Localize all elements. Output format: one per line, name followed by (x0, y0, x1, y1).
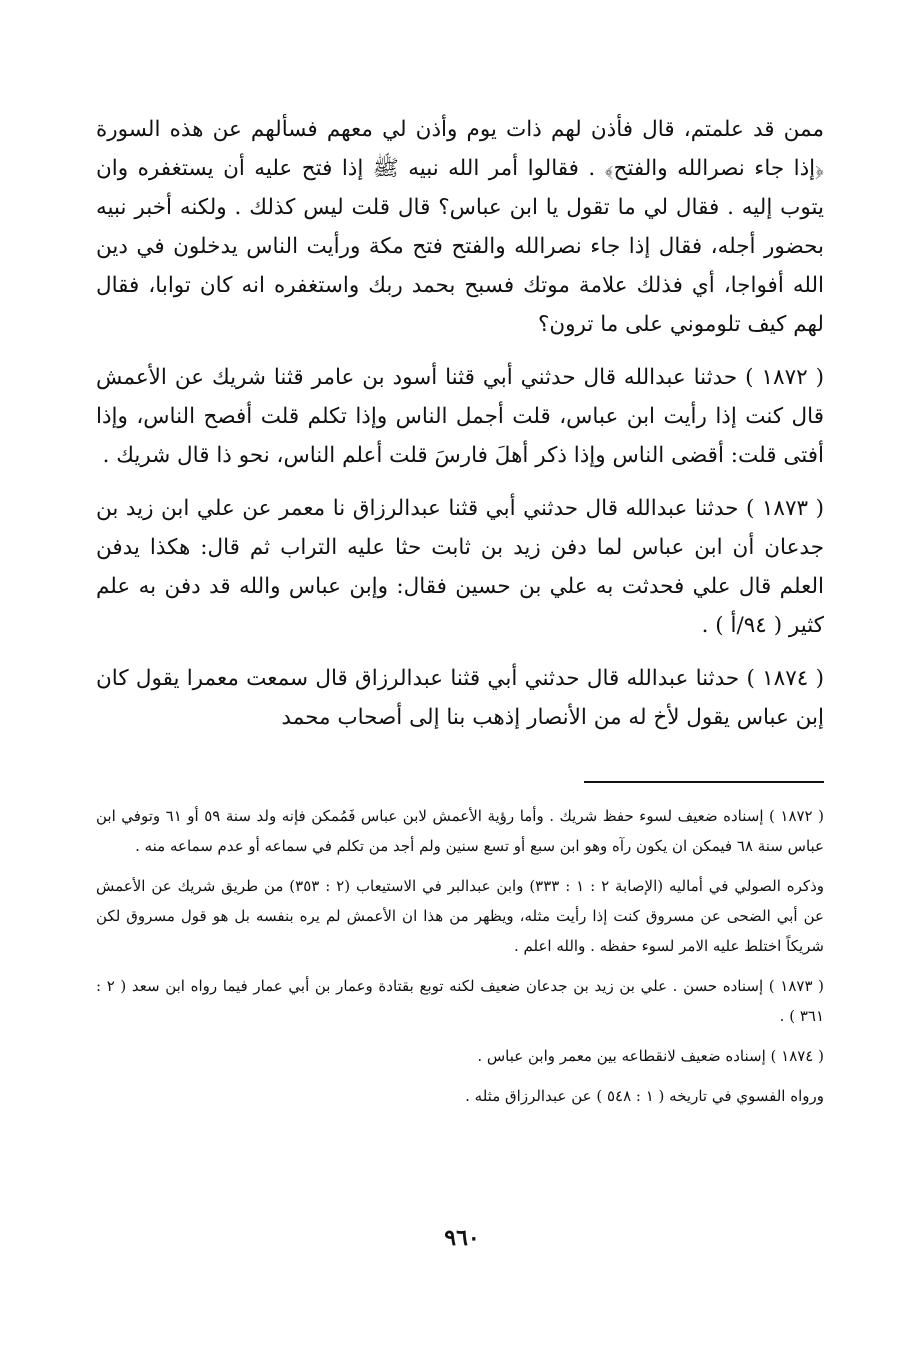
footnote-1872-continued: وذكره الصولي في أماليه (الإصابة ٢ : ١ : ٣٣٣) وابن عبدالبر في الاستيعاب (٢ : ٣٥٣) من طريق شريك عن الأعمش عن أبي الضحى عن مسروق كنت إذا رأيت مثله، ويظهر من هذا ان الأعمش لم يره بنفسه بل هو قول مسروق لكن شريكاً اختلط عليه الامر لسوء حفظه . والله اعلم . (96, 877, 824, 955)
footnote-1874: ( ١٨٧٤ ) إسناده ضعيف لانقطاعه بين معمر وابن عباس . (477, 1047, 824, 1065)
main-paragraph-4: ( ١٨٧٤ ) حدثنا عبدالله قال حدثني أبي قثنا عبدالرزاق قال سمعت معمرا يقول كان إبن عباس يقول لأخ له من الأنصار إذهب بنا إلى أصحاب محمد (96, 666, 824, 730)
footnote-1872: ( ١٨٧٢ ) إسناده ضعيف لسوء حفظ شريك . وأما رؤية الأعمش لابن عباس فَمُمكن فإنه ولد سنة ٥٩ أو ٦١ وتوفي ابن عباس سنة ٦٨ فيمكن ان يكون رآه وهو ابن سبع أو تسع سنين ولم أجد من تكلم في سماعه أو عدم سماعه منه . (96, 807, 824, 855)
footnote-1874-continued: ورواه الفسوي في تاريخه ( ١ : ٥٤٨ ) عن عبدالرزاق مثله . (465, 1087, 824, 1105)
main-paragraph-3: ( ١٨٧٣ ) حدثنا عبدالله قال حدثني أبي قثنا عبدالرزاق نا معمر عن علي ابن زيد بن جدعان أن ابن عباس لما دفن زيد بن ثابت حثا عليه التراب ثم قال: هكذا يدفن العلم قال علي فحدثت به علي بن حسين فقال: وإبن عباس والله قد دفن به علم كثير ( ٩٤/أ ) . (96, 496, 824, 638)
footnote-divider (584, 781, 824, 783)
footnote-1873: ( ١٨٧٣ ) إسناده حسن . علي بن زيد بن جدعان ضعيف لكنه توبع بقتادة وعمار بن أبي عمار فيما رواه ابن سعد ( ٢ : ٣٦١ ) . (96, 977, 825, 1025)
main-text (96, 110, 824, 737)
main-paragraph-1: ممن قد علمتم، قال فأذن لهم ذات يوم وأذن لي معهم فسألهم عن هذه السورة ﴿إذا جاء نصرالله والفتح﴾ . فقالوا أمر الله نبيه ﷺ إذا فتح عليه أن يستغفره وان يتوب إليه . فقال لي ما تقول يا ابن عباس؟ قال قلت ليس كذلك . ولكنه أخبر نبيه بحضور أجله، فقال إذا جاء نصرالله والفتح فتح مكة ورأيت الناس يدخلون في دين الله أفواجا، أي فذلك علامة موتك فسبح بحمد ربك واستغفره انه كان توابا، فقال لهم كيف تلوموني على ما ترون؟ (96, 117, 824, 337)
footnotes (96, 801, 824, 1111)
page-number: ٩٦٠ (444, 1225, 480, 1251)
main-paragraph-2: ( ١٨٧٢ ) حدثنا عبدالله قال حدثني أبي قثنا أسود بن عامر قثنا شريك عن الأعمش قال كنت إذا رأيت ابن عباس، قلت أجمل الناس وإذا تكلم قلت أفصح الناس، وإذا أفتى قلت: أقضى الناس وإذا ذكر أهلَ فارسَ قلت أعلم الناس، نحو ذا قال شريك . (96, 365, 824, 468)
